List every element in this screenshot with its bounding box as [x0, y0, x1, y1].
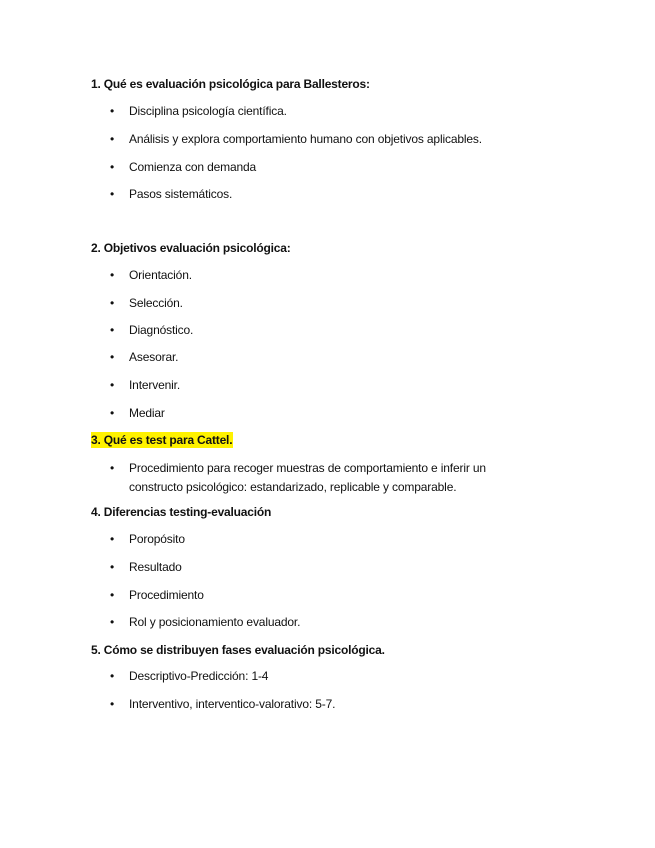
list-item [108, 459, 528, 496]
bullet-icon: • [109, 532, 115, 546]
section-3-heading [91, 432, 233, 448]
list-item-text: Interventivo, interventico-valorativo: 5-7. [129, 697, 336, 711]
section-4-heading: 4. Diferencias testing-evaluación [91, 505, 272, 519]
bullet-icon: • [109, 160, 115, 174]
bullet-icon: • [109, 187, 115, 201]
list-item [108, 404, 528, 423]
bullet-icon: • [109, 104, 115, 118]
list-item [108, 102, 528, 121]
bullet-icon: • [109, 323, 115, 337]
bullet-icon: • [109, 560, 115, 574]
list-item-text: Rol y posicionamiento evaluador. [129, 615, 301, 629]
list-item [108, 695, 528, 714]
list-item-text: Procedimiento para recoger muestras de comportamiento e inferir un constructo psicológico: estandarizado, replicable y comparable. [129, 461, 486, 494]
section-5-heading: 5. Cómo se distribuyen fases evaluación psicológica. [91, 643, 385, 657]
list-item-text: Análisis y explora comportamiento humano con objetivos aplicables. [129, 132, 482, 146]
list-item-text: Disciplina psicología científica. [129, 104, 287, 118]
list-item-text: Comienza con demanda [129, 160, 257, 174]
bullet-icon: • [109, 461, 115, 475]
list-item-text: Pasos sistemáticos. [129, 187, 233, 201]
section-2-heading: 2. Objetivos evaluación psicológica: [91, 241, 291, 255]
list-item-text: Procedimiento [129, 588, 204, 602]
list-item-text: Intervenir. [129, 378, 181, 392]
list-item [108, 586, 528, 605]
list-item [108, 348, 528, 367]
list-item-text: Diagnóstico. [129, 323, 194, 337]
list-item [108, 321, 528, 340]
bullet-icon: • [109, 378, 115, 392]
list-item [108, 266, 528, 285]
list-item [108, 667, 528, 686]
section-1-heading: 1. Qué es evaluación psicológica para Ballesteros: [91, 77, 370, 91]
highlighted-heading-text: 3. Qué es test para Cattel. [91, 433, 233, 447]
list-item-text: Poropósito [129, 532, 185, 546]
list-item [108, 376, 528, 395]
bullet-icon: • [109, 350, 115, 364]
list-item-text: Orientación. [129, 268, 192, 282]
bullet-icon: • [109, 268, 115, 282]
list-item [108, 294, 528, 313]
bullet-icon: • [109, 669, 115, 683]
bullet-icon: • [109, 588, 115, 602]
list-item-text: Asesorar. [129, 350, 179, 364]
list-item [108, 530, 528, 549]
list-item-text: Selección. [129, 296, 183, 310]
bullet-icon: • [109, 697, 115, 711]
list-item-text: Mediar [129, 406, 165, 420]
bullet-icon: • [109, 296, 115, 310]
list-item [108, 158, 528, 177]
bullet-icon: • [109, 406, 115, 420]
list-item [108, 558, 528, 577]
list-item [108, 185, 528, 204]
bullet-icon: • [109, 615, 115, 629]
list-item [108, 130, 528, 149]
list-item [108, 613, 528, 632]
bullet-icon: • [109, 132, 115, 146]
list-item-text: Descriptivo-Predicción: 1-4 [129, 669, 269, 683]
list-item-text: Resultado [129, 560, 182, 574]
